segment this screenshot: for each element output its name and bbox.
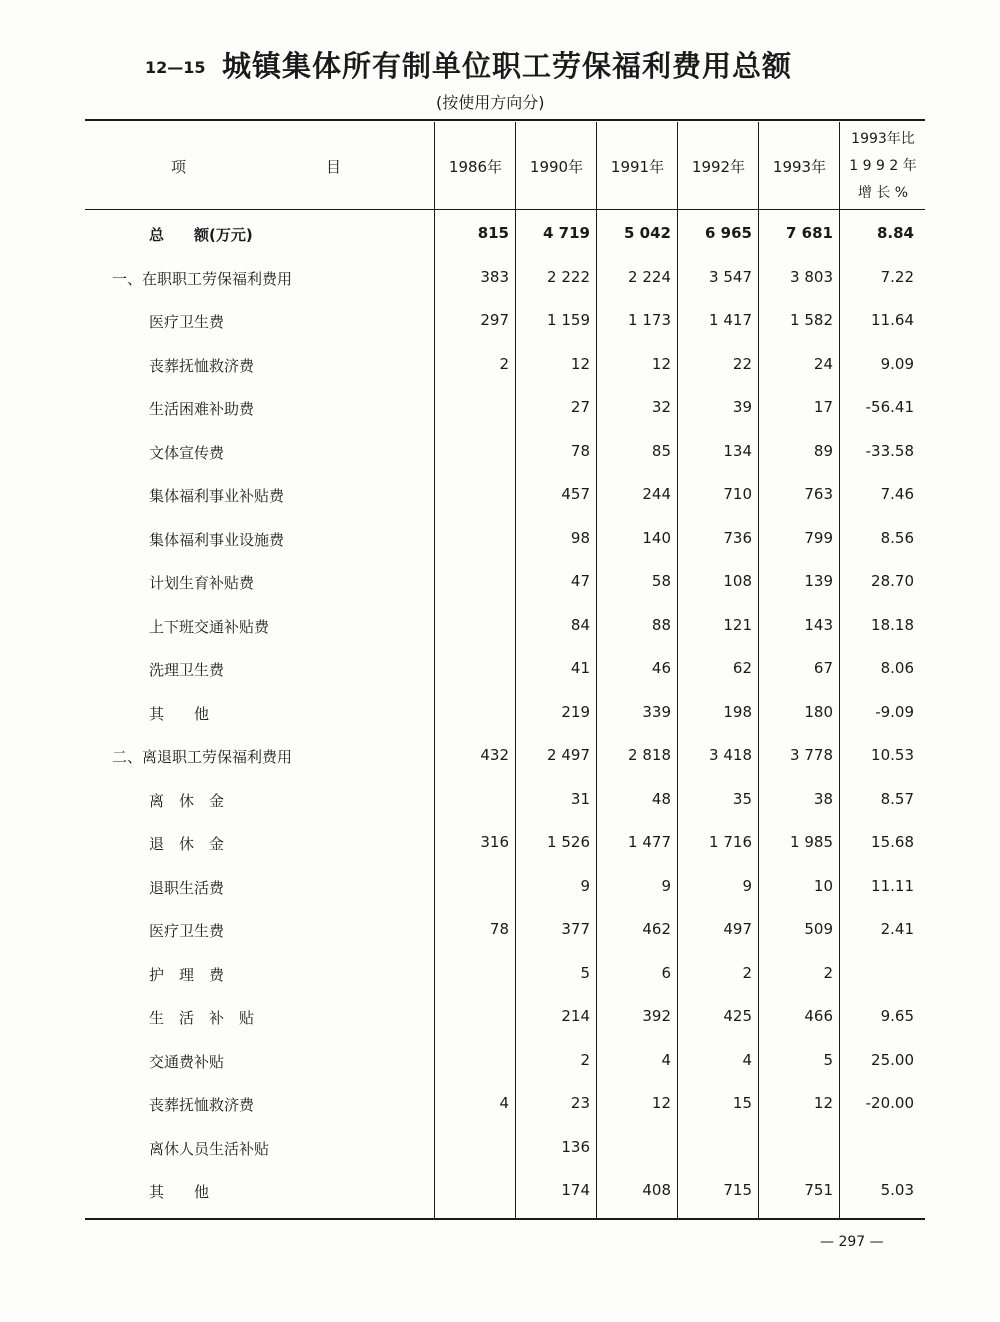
table-cell: 462	[642, 920, 671, 938]
table-row	[0, 268, 1000, 298]
table-cell: 12	[651, 354, 671, 373]
table-cell: 48	[651, 789, 671, 808]
table-top-rule	[85, 119, 925, 121]
table-cell: 1 417	[709, 311, 752, 329]
table-cell: 23	[570, 1094, 590, 1112]
row-label: 护 理 费	[149, 965, 225, 984]
table-cell: 425	[723, 1007, 752, 1025]
table-cell: 140	[642, 528, 671, 547]
table-cell: 17	[813, 398, 833, 416]
table-cell: 2.41	[880, 920, 914, 938]
row-label: 总 额(万元)	[149, 226, 253, 244]
header-year: 1992年	[691, 158, 746, 176]
table-cell: 1 985	[790, 833, 833, 851]
table-cell: 2 224	[628, 267, 671, 286]
table-cell: 2 497	[547, 746, 590, 764]
header-growth-line1: 1993年比	[851, 131, 915, 147]
table-cell: 2 222	[547, 267, 590, 286]
table-row	[0, 572, 1000, 602]
table-cell: 11.64	[871, 311, 914, 329]
table-cell: 174	[561, 1181, 590, 1199]
table-cell: 9	[661, 876, 671, 895]
table-cell: 2	[742, 963, 752, 982]
table-cell: 108	[723, 572, 752, 590]
table-cell: 5	[580, 963, 590, 982]
table-row	[0, 1007, 1000, 1037]
table-row	[0, 485, 1000, 515]
table-cell: 377	[561, 920, 590, 938]
row-label: 交通费补贴	[149, 1052, 225, 1071]
table-cell: 5	[823, 1050, 833, 1069]
table-cell: 9	[580, 876, 590, 895]
row-label: 退 休 金	[149, 835, 225, 853]
table-cell: 1 716	[709, 833, 752, 851]
table-cell: 457	[561, 485, 590, 503]
table-cell: 198	[723, 702, 752, 721]
table-cell: 432	[480, 746, 509, 764]
table-cell: 32	[651, 398, 671, 416]
table-cell: 815	[477, 224, 509, 242]
table-cell: 799	[804, 528, 833, 547]
table-row	[0, 224, 1000, 254]
page-subtitle: (按使用方向分)	[436, 93, 545, 112]
table-cell: 2	[499, 354, 509, 373]
table-cell: 316	[480, 833, 509, 851]
table-cell: 38	[813, 789, 833, 808]
table-cell: 11.11	[871, 876, 914, 895]
header-item-label-b: 目	[326, 158, 342, 176]
table-cell: 8.84	[876, 224, 914, 242]
table-cell: 6 965	[705, 224, 752, 242]
table-cell: 339	[642, 702, 671, 721]
table-cell: 5 042	[624, 224, 671, 242]
table-cell: 3 418	[709, 746, 752, 764]
table-cell: 134	[723, 441, 752, 460]
table-row	[0, 442, 1000, 472]
table-cell: 15.68	[871, 833, 914, 851]
table-cell: 35	[732, 789, 752, 808]
table-cell: 7.22	[880, 267, 914, 286]
table-row	[0, 398, 1000, 428]
table-cell: 3 547	[709, 267, 752, 286]
table-row	[0, 311, 1000, 341]
table-cell: 1 582	[790, 311, 833, 329]
table-row	[0, 1051, 1000, 1081]
table-cell: 143	[804, 615, 833, 634]
table-cell: 509	[804, 920, 833, 938]
table-cell: 22	[732, 354, 752, 373]
table-cell: 5.03	[880, 1181, 914, 1199]
table-cell: 88	[651, 615, 671, 634]
table-cell: 297	[480, 311, 509, 329]
header-year: 1993年	[772, 158, 827, 176]
table-cell: 466	[804, 1007, 833, 1025]
row-label: 丧葬抚恤救济费	[149, 356, 255, 375]
table-cell: 2 818	[628, 746, 671, 764]
header-growth	[840, 126, 926, 207]
table-cell: 4 719	[543, 224, 590, 242]
table-row	[0, 1094, 1000, 1124]
table-cell: 58	[651, 572, 671, 590]
table-cell: 10.53	[871, 746, 914, 764]
row-label: 离 休 金	[149, 791, 225, 810]
table-cell: 763	[804, 485, 833, 503]
table-cell: 1 477	[628, 833, 671, 851]
table-cell: 2	[580, 1050, 590, 1069]
table-cell: 28.70	[871, 572, 914, 590]
table-cell: 121	[723, 615, 752, 634]
header-item-label-a: 项	[171, 158, 187, 176]
table-cell: 39	[732, 398, 752, 416]
table-row	[0, 1138, 1000, 1168]
table-row	[0, 833, 1000, 863]
table-row	[0, 920, 1000, 950]
table-cell: 98	[570, 528, 590, 547]
table-cell: 139	[804, 572, 833, 590]
table-cell: 7 681	[786, 224, 833, 242]
table-cell: 47	[570, 572, 590, 590]
table-cell: 12	[570, 354, 590, 373]
table-cell: 180	[804, 702, 833, 721]
table-cell: 78	[570, 441, 590, 460]
table-cell: 3 778	[790, 746, 833, 764]
table-cell: 12	[813, 1094, 833, 1112]
table-cell: 62	[732, 659, 752, 677]
page-title: 城镇集体所有制单位职工劳保福利费用总额	[222, 49, 793, 83]
table-cell: 2	[823, 963, 833, 982]
table-cell: 12	[651, 1094, 671, 1112]
table-row	[0, 790, 1000, 820]
row-label: 其 他	[149, 704, 210, 723]
table-row	[0, 659, 1000, 689]
header-growth-line3: 增 长 %	[857, 185, 909, 201]
table-row	[0, 746, 1000, 776]
table-cell: 18.18	[871, 615, 914, 634]
table-cell: 25.00	[871, 1050, 914, 1069]
table-cell: 392	[642, 1007, 671, 1025]
table-cell: 7.46	[880, 485, 914, 503]
table-cell: 15	[732, 1094, 752, 1112]
table-cell: 84	[570, 615, 590, 634]
row-label: 洗理卫生费	[149, 661, 225, 679]
table-cell: 9.65	[880, 1007, 914, 1025]
row-label: 生活困难补助费	[149, 400, 255, 418]
row-label: 文体宣传费	[149, 443, 225, 462]
row-label: 二、离退职工劳保福利费用	[112, 748, 293, 766]
table-header-rule	[85, 209, 925, 210]
row-label: 退职生活费	[149, 878, 225, 897]
table-row	[0, 529, 1000, 559]
table-cell: 408	[642, 1181, 671, 1199]
table-cell: 24	[813, 354, 833, 373]
table-cell: 751	[804, 1181, 833, 1199]
table-cell: 3 803	[790, 267, 833, 286]
header-year: 1991年	[610, 158, 665, 176]
table-row	[0, 1181, 1000, 1211]
table-cell: 9	[742, 876, 752, 895]
table-cell: 89	[813, 441, 833, 460]
table-cell: -33.58	[865, 441, 914, 460]
table-cell: 27	[570, 398, 590, 416]
table-cell: 10	[813, 876, 833, 895]
table-cell: 214	[561, 1007, 590, 1025]
table-cell: 31	[570, 789, 590, 808]
header-growth-line2: 1 9 9 2 年	[849, 158, 917, 174]
row-label: 医疗卫生费	[149, 313, 225, 331]
row-label: 丧葬抚恤救济费	[149, 1096, 255, 1114]
header-year: 1990年	[529, 158, 584, 176]
table-cell: 710	[723, 485, 752, 503]
table-cell: 4	[742, 1050, 752, 1069]
row-label: 一、在职职工劳保福利费用	[112, 269, 293, 288]
table-cell: 1 159	[547, 311, 590, 329]
table-cell: 6	[661, 963, 671, 982]
row-label: 计划生育补贴费	[149, 574, 255, 592]
table-row	[0, 877, 1000, 907]
header-year: 1986年	[448, 158, 503, 176]
table-cell: 8.06	[880, 659, 914, 677]
table-cell: 4	[499, 1094, 509, 1112]
table-cell: 41	[570, 659, 590, 677]
table-cell: 8.57	[880, 789, 914, 808]
table-cell: 136	[561, 1137, 590, 1156]
table-cell: 67	[813, 659, 833, 677]
title-row	[0, 40, 1000, 90]
table-number: 12—15	[145, 58, 206, 77]
row-label: 其 他	[149, 1183, 210, 1201]
table-cell: 736	[723, 528, 752, 547]
row-label: 集体福利事业设施费	[149, 530, 285, 549]
table-cell: 1 526	[547, 833, 590, 851]
table-cell: 383	[480, 267, 509, 286]
table-row	[0, 964, 1000, 994]
table-cell: 85	[651, 441, 671, 460]
table-cell: -20.00	[865, 1094, 914, 1112]
table-row	[0, 355, 1000, 385]
table-cell: 46	[651, 659, 671, 677]
table-bottom-rule	[85, 1218, 925, 1220]
table-cell: -56.41	[865, 398, 914, 416]
row-label: 医疗卫生费	[149, 922, 225, 940]
row-label: 离休人员生活补贴	[149, 1139, 270, 1158]
table-cell: 244	[642, 485, 671, 503]
table-cell: 497	[723, 920, 752, 938]
table-cell: 4	[661, 1050, 671, 1069]
table-cell: 219	[561, 702, 590, 721]
table-cell: 78	[489, 920, 509, 938]
table-cell: 9.09	[880, 354, 914, 373]
table-cell: -9.09	[875, 702, 914, 721]
row-label: 生 活 补 贴	[149, 1009, 255, 1027]
table-cell: 8.56	[880, 528, 914, 547]
row-label: 集体福利事业补贴费	[149, 487, 285, 505]
page-number: — 297 —	[820, 1234, 884, 1250]
table-cell: 715	[723, 1181, 752, 1199]
table-cell: 1 173	[628, 311, 671, 329]
table-row	[0, 616, 1000, 646]
table-row	[0, 703, 1000, 733]
row-label: 上下班交通补贴费	[149, 617, 270, 636]
